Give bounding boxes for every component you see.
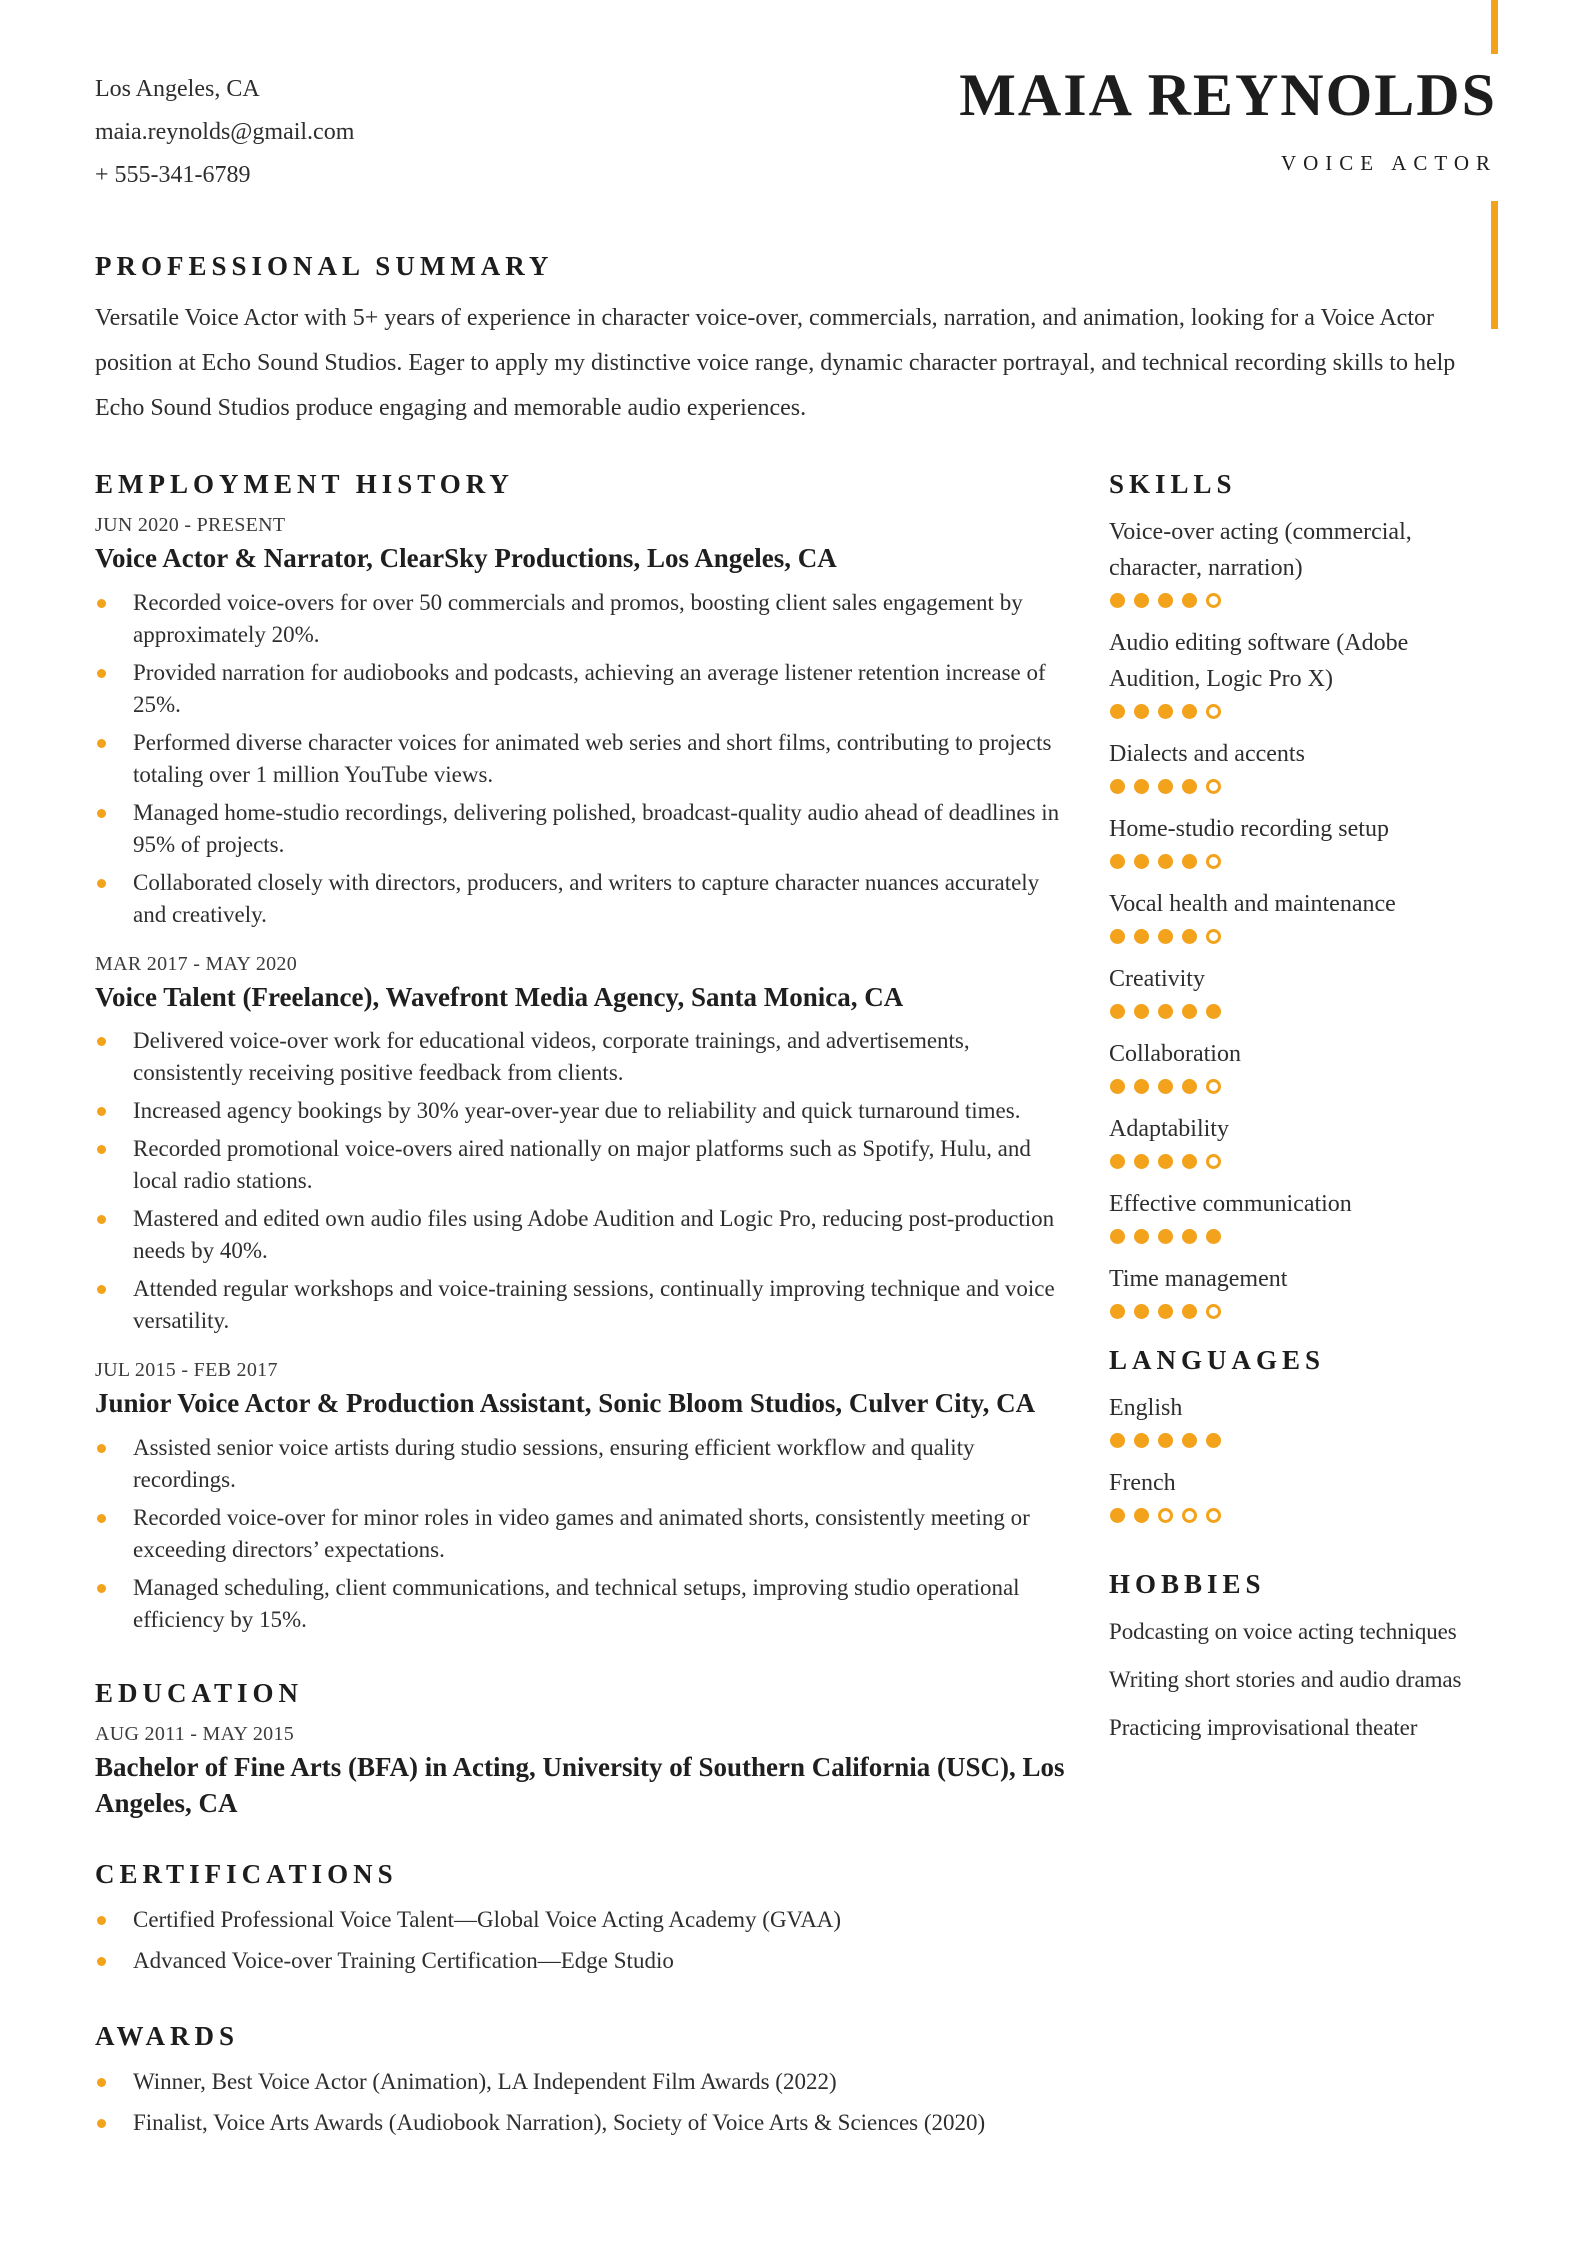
rating-dots — [1110, 1004, 1497, 1019]
rating-dots — [1110, 1229, 1497, 1244]
skill-item — [1109, 1036, 1497, 1094]
rating-dot-filled — [1134, 1229, 1149, 1244]
bullet-dot-icon — [97, 809, 106, 818]
job-dates: JUL 2015 - FEB 2017 — [95, 1359, 278, 1382]
skill-item-label: Adaptability — [1109, 1116, 1229, 1143]
rating-dot-filled — [1158, 1154, 1173, 1169]
rating-dot-filled — [1110, 1154, 1125, 1169]
heading-professional-summary: PROFESSIONAL SUMMARY — [95, 251, 554, 281]
education-entry — [95, 1723, 1067, 1821]
identity-block — [959, 62, 1497, 176]
bullet-item — [95, 2107, 1067, 2139]
rating-dots — [1110, 704, 1497, 719]
accent-bar-top — [1491, 0, 1498, 54]
job-list — [95, 514, 1067, 1636]
bullet-text: Certified Professional Voice Talent—Global Voice Acting Academy (GVAA) — [133, 1907, 842, 1933]
job-title: Voice Talent (Freelance), Wavefront Media Agency, Santa Monica, CA — [95, 981, 904, 1012]
section-education — [95, 1678, 1067, 1821]
rating-dot-filled — [1206, 1229, 1221, 1244]
heading-education: EDUCATION — [95, 1677, 304, 1708]
bullet-dot-icon — [97, 2078, 106, 2087]
bullet-item — [95, 727, 1067, 791]
heading-skills: SKILLS — [1109, 469, 1237, 500]
accent-bar-header — [1491, 201, 1498, 329]
job-entry — [95, 953, 1067, 1338]
bullet-text: Attended regular workshops and voice-training sessions, continually improving technique and voice versatility. — [133, 1276, 1055, 1334]
bullet-dot-icon — [97, 1584, 106, 1593]
rating-dot-empty — [1206, 779, 1221, 794]
bullet-text: Managed home-studio recordings, delivering polished, broadcast-quality audio ahead of deadlines in 95% of projects. — [133, 799, 1060, 857]
rating-dot-filled — [1110, 1079, 1125, 1094]
rating-dot-filled — [1182, 1433, 1197, 1448]
bullet-dot-icon — [97, 1514, 106, 1523]
rating-dot-filled — [1158, 1229, 1173, 1244]
rating-dot-filled — [1134, 1079, 1149, 1094]
rating-dots — [1110, 1433, 1497, 1448]
bullet-item — [95, 587, 1067, 651]
rating-dots — [1110, 593, 1497, 608]
rating-dot-filled — [1158, 854, 1173, 869]
skill-item — [1109, 736, 1497, 794]
rating-dot-filled — [1134, 1433, 1149, 1448]
bullet-dot-icon — [97, 1285, 106, 1294]
section-languages — [1109, 1345, 1497, 1523]
bullet-item — [95, 797, 1067, 861]
rating-dot-empty — [1206, 1154, 1221, 1169]
rating-dot-filled — [1134, 1004, 1149, 1019]
skill-list — [1109, 514, 1497, 1319]
skill-item — [1109, 811, 1497, 869]
bullet-item — [95, 1945, 1067, 1977]
bullet-dot-icon — [97, 669, 106, 678]
skill-item — [1109, 961, 1497, 1019]
rating-dot-filled — [1110, 1304, 1125, 1319]
hobby-item: Practicing improvisational theater — [1109, 1715, 1418, 1741]
certification-list — [95, 1904, 1067, 1977]
skill-item — [1109, 1261, 1497, 1319]
rating-dot-empty — [1206, 1304, 1221, 1319]
heading-certifications: CERTIFICATIONS — [95, 1859, 398, 1890]
rating-dot-filled — [1134, 854, 1149, 869]
bullet-text: Provided narration for audiobooks and podcasts, achieving an average listener retention increase of 25%. — [133, 659, 1046, 717]
job-bullet-list — [95, 1432, 1067, 1636]
bullet-dot-icon — [97, 739, 106, 748]
bullet-item — [95, 1025, 1067, 1089]
job-bullet-list — [95, 587, 1067, 931]
skill-item-label: Home-studio recording setup — [1109, 816, 1389, 843]
heading-awards: AWARDS — [95, 2021, 240, 2052]
heading-languages: LANGUAGES — [1109, 1345, 1326, 1376]
job-dates: JUN 2020 - PRESENT — [95, 514, 286, 537]
rating-dot-filled — [1182, 704, 1197, 719]
rating-dot-empty — [1206, 929, 1221, 944]
skill-item-label: Voice-over acting (commercial, character, narration) — [1109, 519, 1412, 582]
rating-dot-filled — [1110, 1433, 1125, 1448]
section-hobbies — [1109, 1569, 1497, 1746]
bullet-item — [95, 1432, 1067, 1496]
rating-dot-filled — [1134, 1508, 1149, 1523]
rating-dot-filled — [1134, 1154, 1149, 1169]
rating-dots — [1110, 1079, 1497, 1094]
job-dates: MAR 2017 - MAY 2020 — [95, 952, 298, 975]
education-title: Bachelor of Fine Arts (BFA) in Acting, University of Southern California (USC), Los Angeles, CA — [95, 1752, 1065, 1818]
skill-item-label: Creativity — [1109, 966, 1205, 993]
bullet-text: Performed diverse character voices for animated web series and short films, contributing to projects totaling over 1 million YouTube views. — [133, 729, 1052, 787]
contact-email: maia.reynolds@gmail.com — [95, 119, 355, 145]
rating-dots — [1110, 929, 1497, 944]
bullet-dot-icon — [97, 879, 106, 888]
bullet-text: Winner, Best Voice Actor (Animation), LA Independent Film Awards (2022) — [133, 2069, 837, 2095]
bullet-text: Increased agency bookings by 30% year-over-year due to reliability and quick turnaround times. — [133, 1098, 1021, 1124]
rating-dot-filled — [1182, 1004, 1197, 1019]
skill-item — [1109, 625, 1497, 719]
rating-dot-empty — [1158, 1508, 1173, 1523]
bullet-dot-icon — [97, 2119, 106, 2128]
bullet-text: Mastered and edited own audio files using Adobe Audition and Logic Pro, reducing post-production needs by 40%. — [133, 1206, 1055, 1264]
bullet-dot-icon — [97, 1444, 106, 1453]
rating-dot-filled — [1158, 1304, 1173, 1319]
candidate-title: VOICE ACTOR — [1280, 151, 1497, 175]
bullet-dot-icon — [97, 1957, 106, 1966]
rating-dot-filled — [1158, 1433, 1173, 1448]
section-awards — [95, 2021, 1067, 2139]
section-certifications — [95, 1859, 1067, 1977]
rating-dots — [1110, 1304, 1497, 1319]
rating-dot-filled — [1158, 929, 1173, 944]
language-item — [1109, 1465, 1497, 1523]
bullet-item — [95, 867, 1067, 931]
bullet-dot-icon — [97, 1215, 106, 1224]
rating-dot-filled — [1110, 1004, 1125, 1019]
bullet-text: Advanced Voice-over Training Certification—Edge Studio — [133, 1948, 674, 1974]
bullet-item — [95, 1502, 1067, 1566]
rating-dot-filled — [1110, 704, 1125, 719]
job-title: Voice Actor & Narrator, ClearSky Productions, Los Angeles, CA — [95, 543, 837, 574]
bullet-text: Collaborated closely with directors, producers, and writers to capture character nuances accurately and creatively. — [133, 869, 1040, 927]
rating-dot-filled — [1110, 929, 1125, 944]
resume-header — [95, 62, 1497, 197]
rating-dot-empty — [1206, 593, 1221, 608]
education-entry-list — [95, 1723, 1067, 1821]
rating-dot-filled — [1206, 1433, 1221, 1448]
award-list — [95, 2066, 1067, 2139]
skill-item-label: Time management — [1109, 1266, 1288, 1293]
rating-dot-filled — [1110, 593, 1125, 608]
bullet-item — [95, 657, 1067, 721]
rating-dot-filled — [1158, 779, 1173, 794]
heading-hobbies: HOBBIES — [1109, 1569, 1266, 1600]
skill-item — [1109, 514, 1497, 608]
left-column — [95, 469, 1067, 2139]
contact-phone: + 555-341-6789 — [95, 162, 251, 188]
bullet-item — [95, 1904, 1067, 1936]
summary-text: Versatile Voice Actor with 5+ years of experience in character voice-over, commercials, narration, and animation, looking for a Voice Actor position at Echo Sound Studios. Eager to apply my distinctive voice range, dynamic character portrayal, and technical recording skills to help Echo Sound Studios produce engaging and memorable audio experiences. — [95, 305, 1456, 422]
skill-item — [1109, 886, 1497, 944]
rating-dots — [1110, 779, 1497, 794]
bullet-text: Recorded voice-overs for over 50 commercials and promos, boosting client sales engagement by approximately 20%. — [133, 589, 1023, 647]
rating-dot-filled — [1134, 779, 1149, 794]
rating-dot-filled — [1110, 1508, 1125, 1523]
rating-dot-filled — [1206, 1004, 1221, 1019]
skill-item-label: Audio editing software (Adobe Audition, Logic Pro X) — [1109, 630, 1409, 693]
section-professional-summary — [95, 251, 1497, 431]
bullet-text: Delivered voice-over work for educational videos, corporate trainings, and advertisements, consistently receiving positive feedback from clients. — [133, 1028, 970, 1086]
language-item-label: English — [1109, 1395, 1183, 1422]
rating-dot-filled — [1182, 1079, 1197, 1094]
bullet-item — [95, 1133, 1067, 1197]
bullet-item — [95, 1095, 1067, 1127]
rating-dot-filled — [1158, 1004, 1173, 1019]
rating-dot-empty — [1182, 1508, 1197, 1523]
rating-dot-filled — [1110, 779, 1125, 794]
rating-dot-filled — [1158, 704, 1173, 719]
contact-location: Los Angeles, CA — [95, 76, 260, 102]
bullet-text: Recorded voice-over for minor roles in video games and animated shorts, consistently meeting or exceeding directors’ expectations. — [133, 1504, 1030, 1562]
candidate-name: MAIA REYNOLDS — [959, 62, 1497, 128]
rating-dot-filled — [1134, 929, 1149, 944]
skill-item-label: Dialects and accents — [1109, 741, 1305, 768]
rating-dot-filled — [1134, 1304, 1149, 1319]
rating-dot-filled — [1182, 593, 1197, 608]
hobby-list — [1109, 1614, 1497, 1746]
rating-dot-empty — [1206, 1508, 1221, 1523]
hobby-item: Podcasting on voice acting techniques — [1109, 1619, 1457, 1645]
job-entry — [95, 1359, 1067, 1636]
section-employment-history — [95, 469, 1067, 1636]
education-dates: AUG 2011 - MAY 2015 — [95, 1723, 295, 1746]
rating-dot-empty — [1206, 704, 1221, 719]
rating-dots — [1110, 854, 1497, 869]
rating-dot-empty — [1206, 854, 1221, 869]
bullet-dot-icon — [97, 599, 106, 608]
bullet-text: Recorded promotional voice-overs aired nationally on major platforms such as Spotify, Hulu, and local radio stations. — [133, 1136, 1031, 1194]
rating-dot-filled — [1182, 929, 1197, 944]
bullet-item — [95, 1273, 1067, 1337]
language-list — [1109, 1390, 1497, 1523]
bullet-dot-icon — [97, 1916, 106, 1925]
rating-dot-filled — [1182, 1304, 1197, 1319]
hobby-item: Writing short stories and audio dramas — [1109, 1667, 1462, 1693]
bullet-item — [95, 1203, 1067, 1267]
rating-dot-filled — [1110, 854, 1125, 869]
rating-dot-filled — [1182, 1229, 1197, 1244]
bullet-dot-icon — [97, 1145, 106, 1154]
skill-item-label: Collaboration — [1109, 1041, 1241, 1068]
skill-item-label: Vocal health and maintenance — [1109, 891, 1396, 918]
bullet-item — [95, 2066, 1067, 2098]
rating-dot-filled — [1134, 593, 1149, 608]
rating-dots — [1110, 1508, 1497, 1523]
job-entry — [95, 514, 1067, 931]
bullet-text: Finalist, Voice Arts Awards (Audiobook Narration), Society of Voice Arts & Sciences (2020) — [133, 2110, 986, 2136]
skill-item — [1109, 1111, 1497, 1169]
bullet-dot-icon — [97, 1107, 106, 1116]
job-title: Junior Voice Actor & Production Assistant, Sonic Bloom Studios, Culver City, CA — [95, 1388, 1036, 1419]
rating-dot-filled — [1110, 1229, 1125, 1244]
bullet-dot-icon — [97, 1037, 106, 1046]
rating-dot-filled — [1158, 593, 1173, 608]
job-bullet-list — [95, 1025, 1067, 1337]
heading-employment-history: EMPLOYMENT HISTORY — [95, 469, 514, 500]
rating-dot-filled — [1134, 704, 1149, 719]
rating-dot-filled — [1182, 1154, 1197, 1169]
rating-dot-filled — [1182, 854, 1197, 869]
bullet-text: Managed scheduling, client communications, and technical setups, improving studio operational efficiency by 15%. — [133, 1574, 1020, 1632]
section-skills — [1109, 469, 1497, 1319]
contact-block — [95, 62, 354, 197]
two-column-body — [95, 469, 1497, 2139]
language-item-label: French — [1109, 1470, 1176, 1497]
rating-dot-empty — [1206, 1079, 1221, 1094]
bullet-item — [95, 1572, 1067, 1636]
rating-dot-filled — [1182, 779, 1197, 794]
language-item — [1109, 1390, 1497, 1448]
bullet-text: Assisted senior voice artists during studio sessions, ensuring efficient workflow and quality recordings. — [133, 1434, 975, 1492]
rating-dots — [1110, 1154, 1497, 1169]
skill-item — [1109, 1186, 1497, 1244]
skill-item-label: Effective communication — [1109, 1191, 1352, 1218]
right-column — [1109, 469, 1497, 2139]
rating-dot-filled — [1158, 1079, 1173, 1094]
